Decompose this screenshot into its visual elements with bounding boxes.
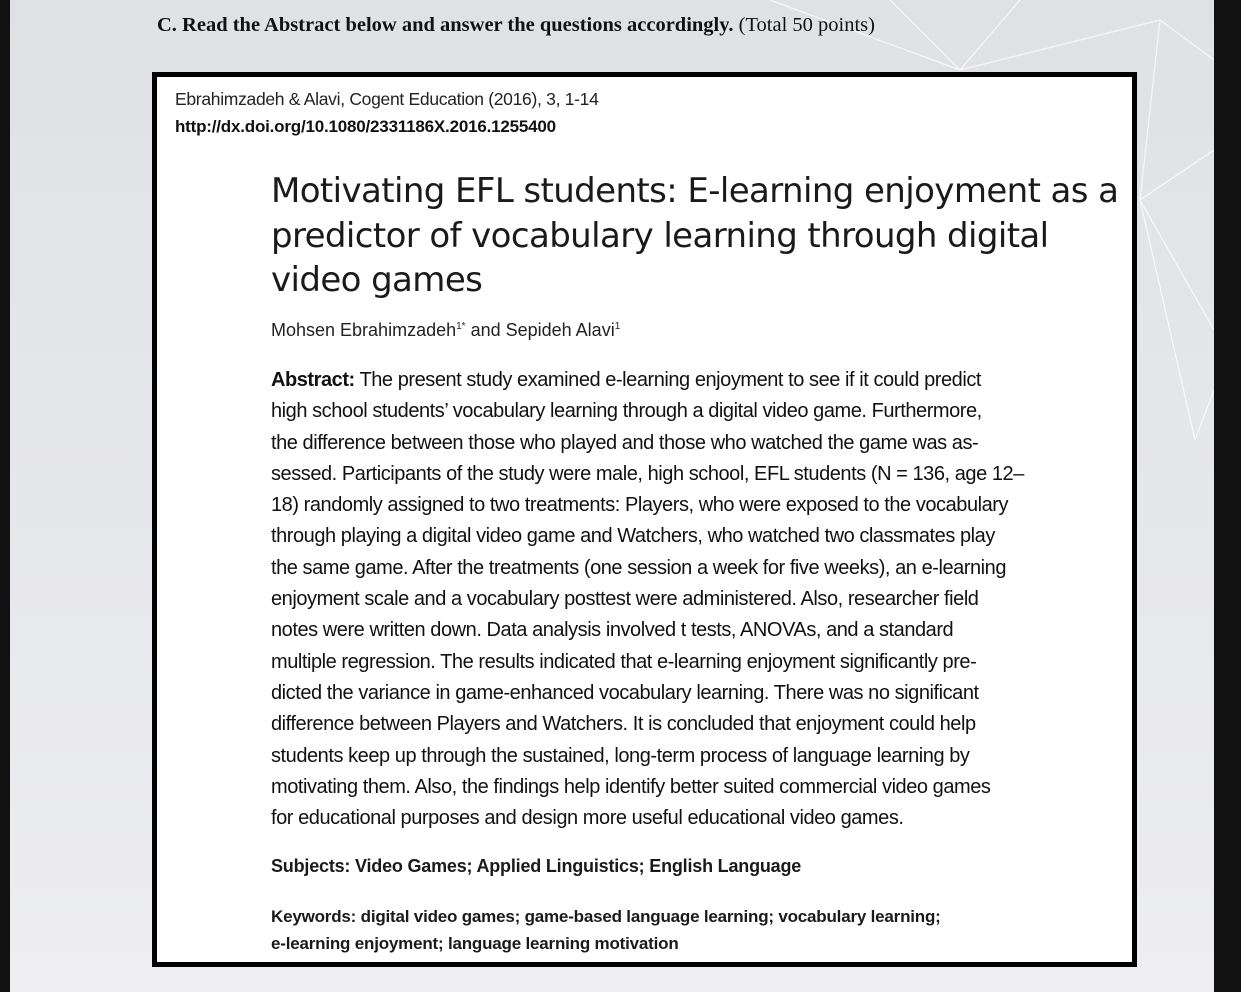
title-line: Motivating EFL students: E-learning enjoyment as a	[271, 171, 1119, 211]
author-affiliation-mark: 1*	[456, 321, 466, 332]
journal-citation: Ebrahimzadeh & Alavi, Cogent Education (2016), 3, 1-14	[175, 89, 599, 109]
abstract-line: multiple regression. The results indicated that e-learning enjoyment significantly pre-	[271, 650, 977, 673]
keywords-block	[271, 903, 941, 957]
abstract-line: 18) randomly assigned to two treatments: Players, who were exposed to the vocabulary	[271, 494, 1009, 517]
abstract-image-frame	[152, 72, 1137, 967]
abstract-line: sessed. Participants of the study were male, high school, EFL students (N = 136, age 12–	[271, 462, 1024, 485]
paper-title	[271, 169, 1131, 303]
abstract-line: notes were written down. Data analysis involved t tests, ANOVAs, and a standard	[271, 619, 954, 642]
abstract-line: the difference between those who played and those who watched the game was as-	[271, 431, 979, 454]
abstract-line: dicted the variance in game-enhanced vocabulary learning. There was no significant	[271, 681, 979, 704]
abstract-line: through playing a digital video game and Watchers, who watched two classmates play	[271, 525, 995, 548]
abstract-line: enjoyment scale and a vocabulary posttest were administered. Also, researcher field	[271, 588, 979, 611]
keywords-line: Keywords: digital video games; game-based language learning; vocabulary learning;	[271, 907, 941, 926]
abstract-line	[271, 365, 1121, 396]
abstract-line: motivating them. Also, the findings help identify better suited commercial video games	[271, 775, 991, 798]
author-name: Mohsen Ebrahimzadeh	[271, 320, 457, 340]
author-name: Sepideh Alavi	[505, 320, 615, 340]
abstract-line-text: The present study examined e-learning enjoyment to see if it could predict	[354, 369, 982, 391]
abstract-body	[271, 365, 1121, 834]
author-affiliation-mark: 1	[614, 321, 621, 332]
question-instruction: C. Read the Abstract below and answer the questions accordingly.	[157, 14, 734, 36]
abstract-line: difference between Players and Watchers. It is concluded that enjoyment could help	[271, 713, 976, 736]
abstract-line: for educational purposes and design more useful educational video games.	[271, 807, 904, 830]
abstract-line: high school students’ vocabulary learning through a digital video game. Furthermore,	[271, 400, 982, 423]
question-points: (Total 50 points)	[738, 14, 875, 36]
left-frame-bar	[0, 0, 10, 992]
subjects-line: Subjects: Video Games; Applied Linguistics; English Language	[271, 856, 802, 876]
title-line: predictor of vocabulary learning through digital	[271, 215, 1049, 256]
keywords-line: e-learning enjoyment; language learning motivation	[271, 934, 679, 953]
author-joiner: and	[465, 320, 506, 340]
right-frame-bar	[1214, 0, 1241, 992]
question-heading	[157, 14, 875, 37]
author-list	[271, 320, 620, 341]
doi-link: http://dx.doi.org/10.1080/2331186X.2016.1255400	[175, 117, 556, 136]
abstract-line: students keep up through the sustained, long-term process of language learning by	[271, 744, 970, 767]
title-line: video games	[271, 260, 483, 300]
abstract-line: the same game. After the treatments (one session a week for five weeks), an e-learning	[271, 556, 1007, 579]
abstract-label: Abstract:	[271, 369, 355, 391]
